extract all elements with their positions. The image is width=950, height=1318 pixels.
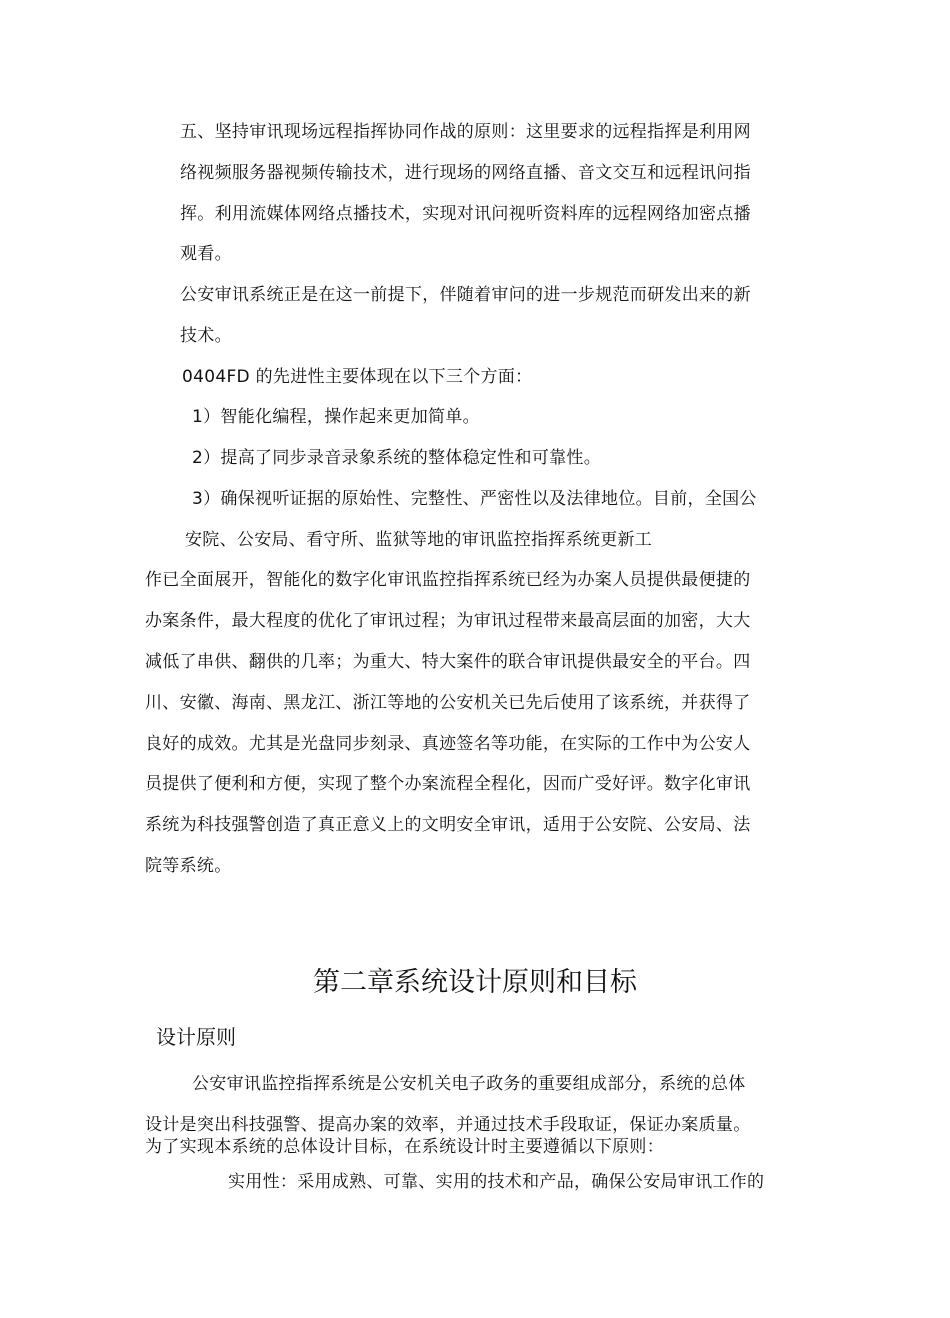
paragraph-line: 0404FD 的先进性主要体现在以下三个方面： [182,367,533,387]
paragraph-line: 络视频服务器视频传输技术，进行现场的网络直播、音文交互和远程讯问指 [180,163,751,183]
list-item: 2）提高了同步录音录象系统的整体稳定性和可靠性。 [192,448,602,468]
paragraph-line: 为了实现本系统的总体设计目标，在系统设计时主要遵循以下原则： [145,1137,664,1157]
paragraph-line: 减低了串供、翻供的几率；为重大、特大案件的联合审讯提供最安全的平台。四 [145,652,751,672]
paragraph-line: 公安审讯系统正是在这一前提下，伴随着审问的进一步规范而研发出来的新 [180,285,751,305]
paragraph-line: 系统为科技强警创造了真正意义上的文明安全审讯，适用于公安院、公安局、法 [145,815,751,835]
paragraph-line: 川、安徽、海南、黑龙江、浙江等地的公安机关已先后使用了该系统，并获得了 [145,693,751,713]
chapter-title: 第二章系统设计原则和目标 [313,967,637,998]
paragraph-line: 设计是突出科技强警、提高办案的效率，并通过技术手段取证，保证办案质量。 [145,1115,751,1135]
list-item: 1）智能化编程，操作起来更加简单。 [192,407,480,427]
paragraph-line: 公安审讯监控指挥系统是公安机关电子政务的重要组成部分，系统的总体 [192,1074,746,1094]
paragraph-line: 实用性：采用成熟、可靠、实用的技术和产品，确保公安局审讯工作的 [228,1172,765,1192]
paragraph-line: 挥。利用流媒体网络点播技术，实现对讯问视听资料库的远程网络加密点播 [180,204,751,224]
section-heading: 设计原则 [156,1025,236,1049]
paragraph-line: 技术。 [180,326,232,346]
paragraph-line: 良好的成效。尤其是光盘同步刻录、真迹签名等功能，在实际的工作中为公安人 [145,734,751,754]
paragraph-line: 员提供了便利和方便，实现了整个办案流程全程化，因而广受好评。数字化审讯 [145,774,751,794]
paragraph-line: 五、坚持审讯现场远程指挥协同作战的原则：这里要求的远程指挥是利用网 [180,122,751,142]
list-item: 安院、公安局、看守所、监狱等地的审讯监控指挥系统更新工 [185,530,653,550]
paragraph-line: 院等系统。 [145,856,232,876]
list-item: 3）确保视听证据的原始性、完整性、严密性以及法律地位。目前，全国公 [192,489,757,509]
paragraph-line: 观看。 [180,244,232,264]
paragraph-line: 作已全面展开，智能化的数字化审讯监控指挥系统已经为办案人员提供最便捷的 [145,570,751,590]
paragraph-line: 办案条件，最大程度的优化了审讯过程；为审讯过程带来最高层面的加密，大大 [145,611,751,631]
